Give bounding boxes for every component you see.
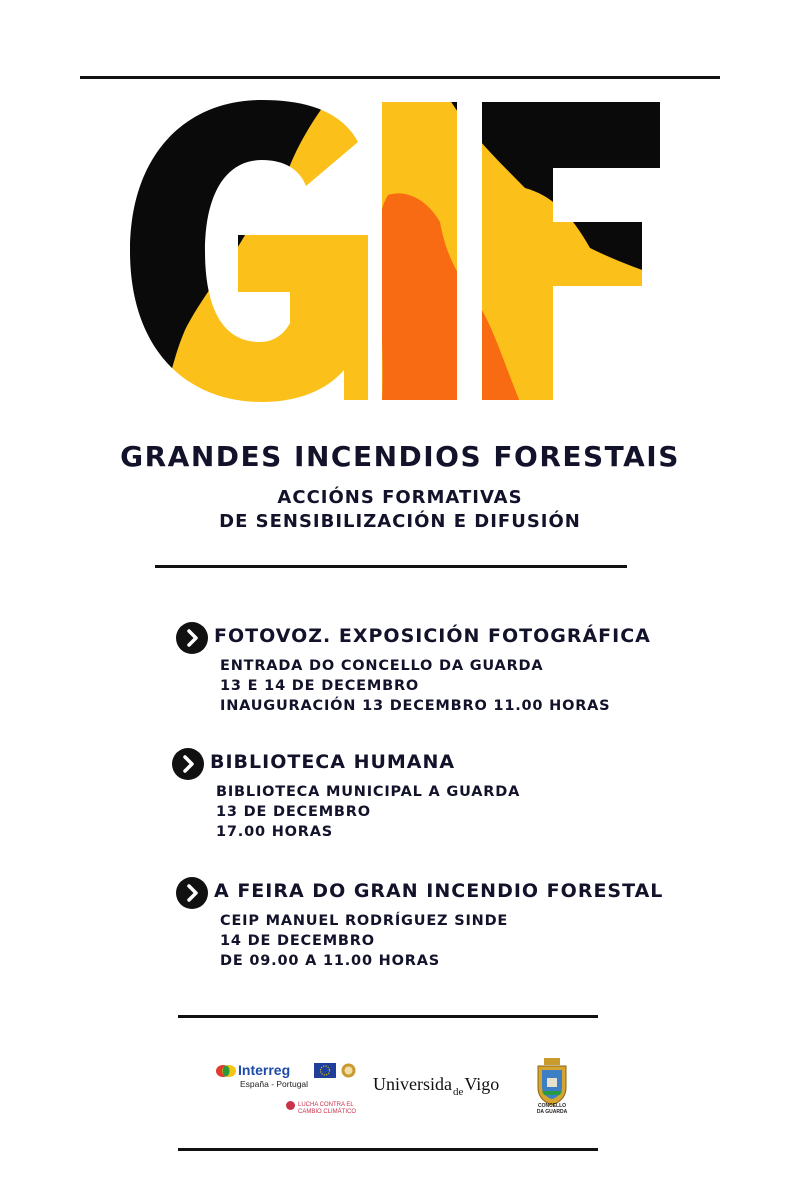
- interreg-logo: [216, 1062, 366, 1114]
- event-details: [216, 782, 520, 842]
- event-title: A FEIRA DO GRAN INCENDIO FORESTAL: [214, 880, 664, 902]
- concello-label: CONCELLO DA GUARDA: [536, 1103, 568, 1115]
- seal-icon: [341, 1063, 356, 1078]
- subtitle-line-2: DE SENSIBILIZACIÓN E DIFUSIÓN: [219, 511, 581, 532]
- universidade-vigo-logo: Universida$_{de}$Vigo: [373, 1074, 500, 1098]
- gif-logotype: [130, 100, 660, 402]
- event-details: [220, 911, 508, 971]
- title-divider: [155, 565, 627, 568]
- chevron-right-icon: [172, 748, 204, 780]
- event-title: BIBLIOTECA HUMANA: [210, 751, 456, 773]
- event-date: 14 DE DECEMBRO: [220, 933, 375, 949]
- sponsor-logos: [0, 1050, 800, 1120]
- interreg-wordmark: Interreg: [238, 1062, 291, 1078]
- event-location: BIBLIOTECA MUNICIPAL A GUARDA: [216, 784, 521, 800]
- subtitle-line-1: ACCIÓNS FORMATIVAS: [277, 487, 523, 508]
- top-rule: [80, 76, 720, 79]
- event-date: 13 E 14 DE DECEMBRO: [220, 678, 420, 694]
- main-title: GRANDES INCENDIOS FORESTAIS: [120, 440, 680, 473]
- event-time: INAUGURACIÓN 13 DECEMBRO 11.00 HORAS: [220, 698, 611, 714]
- chevron-right-icon: [176, 622, 208, 654]
- eu-flag-icon: [314, 1063, 336, 1078]
- interreg-mark-icon: [216, 1064, 236, 1078]
- subtitle: [0, 486, 800, 534]
- event-title: FOTOVOZ. EXPOSICIÓN FOTOGRÁFICA: [214, 625, 651, 647]
- bottom-rule-lower: [178, 1148, 598, 1151]
- climate-icon: [286, 1101, 295, 1110]
- event-time: 17.00 HORAS: [216, 824, 334, 840]
- climate-label: LUCHA CONTRA EL CAMBIO CLIMÁTICO: [298, 1102, 357, 1115]
- event-location: ENTRADA DO CONCELLO DA GUARDA: [220, 658, 544, 674]
- event-location: CEIP MANUEL RODRÍGUEZ SINDE: [220, 913, 509, 929]
- chevron-right-icon: [176, 877, 208, 909]
- event-date: 13 DE DECEMBRO: [216, 804, 371, 820]
- event-details: [220, 656, 610, 716]
- interreg-region: España - Portugal: [240, 1079, 309, 1089]
- event-time: DE 09.00 A 11.00 HORAS: [220, 953, 440, 969]
- bottom-rule-upper: [178, 1015, 598, 1018]
